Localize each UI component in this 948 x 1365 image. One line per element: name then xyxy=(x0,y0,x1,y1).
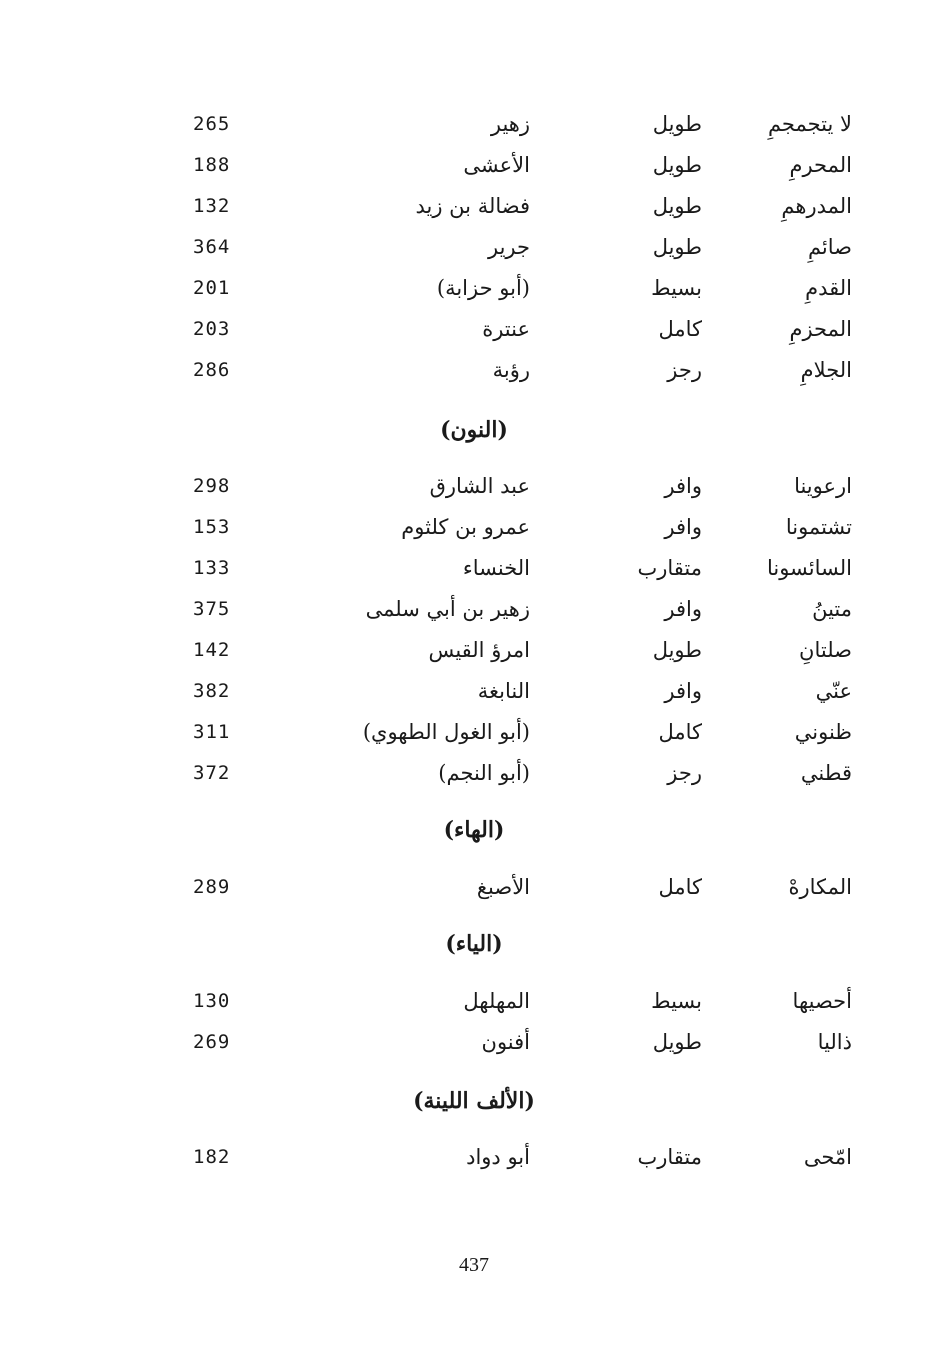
table-row xyxy=(0,468,948,504)
poet-name: جرير xyxy=(488,235,530,259)
meter-name: وافر xyxy=(664,474,702,498)
rhyme-word: امّحى xyxy=(803,1145,852,1169)
table-row xyxy=(0,755,948,791)
section-heading: (الألف اللينة) xyxy=(413,1088,535,1114)
poet-name: عمرو بن كلثوم xyxy=(401,515,530,539)
page-ref: 382 xyxy=(193,680,231,702)
page-ref: 364 xyxy=(193,236,231,258)
table-row xyxy=(0,869,948,905)
section-heading: (الهاء) xyxy=(443,817,505,843)
table-row xyxy=(0,632,948,668)
page-ref: 182 xyxy=(193,1146,231,1168)
meter-name: طويل xyxy=(652,112,702,136)
rhyme-word: متينُ xyxy=(812,597,852,621)
meter-name: طويل xyxy=(652,638,702,662)
poet-name: الخنساء xyxy=(462,556,530,580)
meter-name: رجز xyxy=(667,358,702,382)
table-row xyxy=(0,352,948,388)
section-heading: (الياء) xyxy=(445,931,503,957)
rhyme-word: السائسونا xyxy=(766,556,852,580)
page-ref: 188 xyxy=(193,154,231,176)
meter-name: بسيط xyxy=(651,989,702,1013)
table-row xyxy=(0,311,948,347)
table-row xyxy=(0,509,948,545)
poet-name: أبو دواد xyxy=(466,1145,530,1169)
table-row xyxy=(0,270,948,306)
rhyme-word: تشتمونا xyxy=(785,515,852,539)
page-number: 437 xyxy=(459,1254,489,1276)
poet-name: زهير بن أبي سلمى xyxy=(365,597,530,621)
table-row xyxy=(0,188,948,224)
page-ref: 286 xyxy=(193,359,231,381)
rhyme-word: المحزمِ xyxy=(789,317,852,341)
poet-name: (أبو الغول الطهوي) xyxy=(362,720,530,744)
page-ref: 132 xyxy=(193,195,231,217)
table-row xyxy=(0,229,948,265)
poet-name: الأصبغ xyxy=(476,875,530,899)
page-ref: 142 xyxy=(193,639,231,661)
table-row xyxy=(0,147,948,183)
meter-name: طويل xyxy=(652,235,702,259)
rhyme-word: صائمِ xyxy=(807,235,852,259)
meter-name: كامل xyxy=(658,720,702,744)
poet-name: (أبو النجم) xyxy=(438,761,530,785)
page-ref: 311 xyxy=(193,721,231,743)
poet-name: عبد الشارق xyxy=(429,474,530,498)
page-ref: 269 xyxy=(193,1031,231,1053)
table-row xyxy=(0,983,948,1019)
poet-name: أفنون xyxy=(481,1030,530,1054)
page-ref: 133 xyxy=(193,557,231,579)
rhyme-word: القدمِ xyxy=(805,276,852,300)
meter-name: بسيط xyxy=(651,276,702,300)
rhyme-word: لا يتجمجمِ xyxy=(767,112,852,136)
meter-name: متقارب xyxy=(637,556,702,580)
page-ref: 153 xyxy=(193,516,231,538)
rhyme-word: الجلامِ xyxy=(800,358,852,382)
page-ref: 298 xyxy=(193,475,231,497)
page-ref: 375 xyxy=(193,598,231,620)
poet-name: (أبو حزابة) xyxy=(436,276,530,300)
rhyme-word: المكارهْ xyxy=(788,875,852,899)
poet-name: فضالة بن زيد xyxy=(415,194,530,218)
meter-name: طويل xyxy=(652,153,702,177)
meter-name: طويل xyxy=(652,194,702,218)
table-row xyxy=(0,106,948,142)
meter-name: طويل xyxy=(652,1030,702,1054)
table-row xyxy=(0,591,948,627)
poet-name: النابغة xyxy=(477,679,530,703)
page-ref: 265 xyxy=(193,113,231,135)
rhyme-word: ذاليا xyxy=(817,1030,852,1054)
poet-name: زهير xyxy=(490,112,530,136)
rhyme-word: المحرمِ xyxy=(789,153,852,177)
poet-name: عنترة xyxy=(482,317,530,341)
page-ref: 289 xyxy=(193,876,231,898)
page-ref: 372 xyxy=(193,762,231,784)
poet-name: امرؤ القيس xyxy=(428,638,530,662)
meter-name: وافر xyxy=(664,515,702,539)
section-heading: (النون) xyxy=(440,417,508,443)
rhyme-word: قطني xyxy=(800,761,852,785)
page-ref: 203 xyxy=(193,318,231,340)
rhyme-word: عنّي xyxy=(815,679,852,703)
table-row xyxy=(0,1139,948,1175)
meter-name: متقارب xyxy=(637,1145,702,1169)
poet-name: المهلهل xyxy=(463,989,530,1013)
rhyme-word: المدرهمِ xyxy=(781,194,852,218)
page-ref: 201 xyxy=(193,277,231,299)
table-row xyxy=(0,673,948,709)
table-row xyxy=(0,714,948,750)
poet-name: الأعشى xyxy=(463,153,530,177)
meter-name: وافر xyxy=(664,597,702,621)
poet-name: رؤبة xyxy=(492,358,530,382)
meter-name: كامل xyxy=(658,875,702,899)
meter-name: كامل xyxy=(658,317,702,341)
meter-name: وافر xyxy=(664,679,702,703)
rhyme-word: ظنوني xyxy=(794,720,852,744)
rhyme-word: صلتانِ xyxy=(799,638,852,662)
page-ref: 130 xyxy=(193,990,231,1012)
meter-name: رجز xyxy=(667,761,702,785)
table-row xyxy=(0,550,948,586)
rhyme-word: أحصيها xyxy=(792,989,852,1013)
table-row xyxy=(0,1024,948,1060)
rhyme-word: ارعوينا xyxy=(794,474,852,498)
